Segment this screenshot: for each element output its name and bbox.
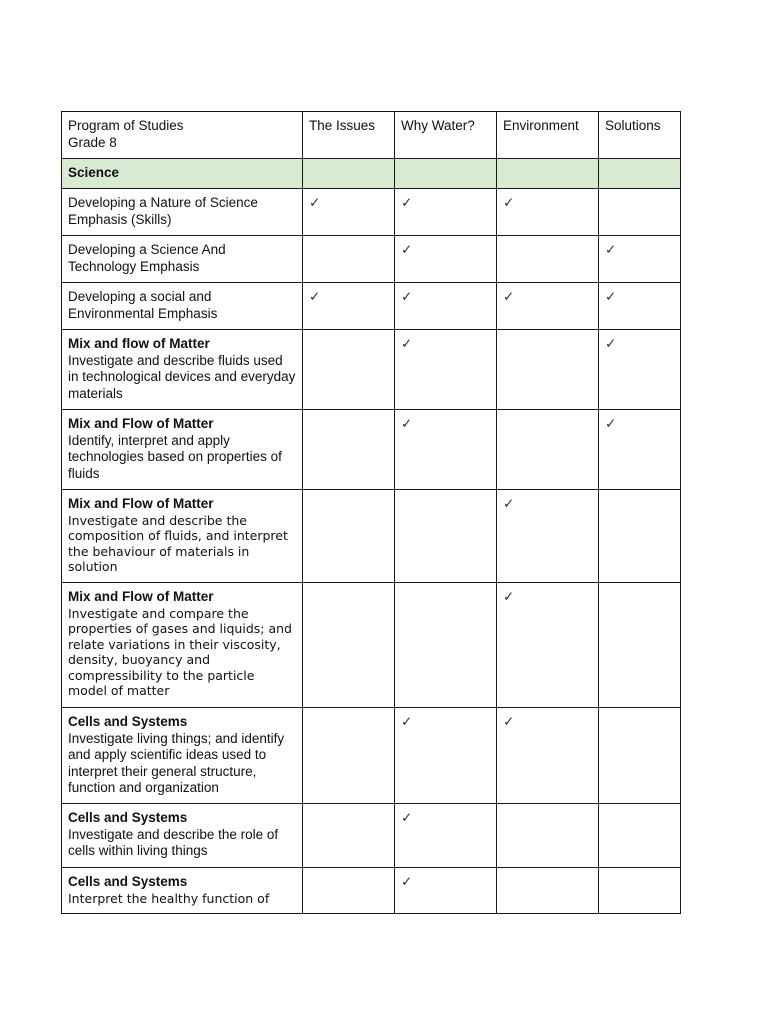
row-label-cell [62, 283, 303, 330]
check-cell-environment [497, 804, 599, 868]
check-mark-icon: ✓ [605, 242, 617, 258]
check-mark-icon: ✓ [401, 874, 413, 890]
check-cell-environment [497, 490, 599, 583]
row-description: Developing a Nature of Science Emphasis (Skills) [68, 195, 258, 227]
check-mark-icon: ✓ [503, 195, 515, 211]
row-label-cell [62, 189, 303, 236]
row-label-cell [62, 490, 303, 583]
header-why-water: Why Water? [395, 112, 497, 159]
row-description: Investigate living things; and identify and apply scientific ideas used to interpret their general structure, function and organization [68, 730, 285, 795]
table-row [62, 868, 681, 914]
check-mark-icon: ✓ [401, 810, 413, 826]
check-cell-the-issues [303, 330, 395, 410]
check-mark-icon: ✓ [309, 195, 321, 211]
check-mark-icon: ✓ [401, 336, 413, 352]
header-the-issues: The Issues [303, 112, 395, 159]
check-mark-icon: ✓ [401, 714, 413, 730]
check-cell-the-issues [303, 410, 395, 490]
row-title: Mix and Flow of Matter [68, 416, 214, 431]
check-cell-environment [497, 330, 599, 410]
check-cell-the-issues [303, 583, 395, 708]
check-cell-the-issues [303, 189, 395, 236]
header-program-line: Program of Studies [68, 118, 184, 133]
section-cell [497, 159, 599, 189]
check-mark-icon: ✓ [401, 242, 413, 258]
row-description: Developing a social and Environmental Emphasis [68, 289, 218, 321]
table-row [62, 236, 681, 283]
check-cell-environment [497, 189, 599, 236]
check-cell-solutions [599, 868, 681, 914]
row-description: Investigate and describe fluids used in technological devices and everyday materials [68, 352, 296, 401]
header-solutions: Solutions [599, 112, 681, 159]
check-cell-why-water [395, 868, 497, 914]
check-cell-solutions [599, 410, 681, 490]
check-mark-icon: ✓ [503, 589, 515, 605]
check-cell-the-issues [303, 804, 395, 868]
row-description: Investigate and describe the composition of fluids, and interpret the behaviour of materials in solution [68, 512, 288, 574]
check-cell-environment [497, 410, 599, 490]
table-row [62, 804, 681, 868]
header-row [62, 112, 681, 159]
check-cell-why-water [395, 283, 497, 330]
row-description: Developing a Science And Technology Emphasis [68, 242, 226, 274]
table-row [62, 410, 681, 490]
check-cell-why-water [395, 804, 497, 868]
table-row [62, 708, 681, 804]
row-description: Interpret the healthy function of [68, 890, 270, 906]
check-cell-environment [497, 583, 599, 708]
row-title: Cells and Systems [68, 714, 188, 729]
row-label-cell [62, 330, 303, 410]
check-cell-solutions [599, 804, 681, 868]
row-label-cell [62, 708, 303, 804]
check-cell-the-issues [303, 236, 395, 283]
check-cell-solutions [599, 330, 681, 410]
check-cell-solutions [599, 708, 681, 804]
header-program-of-studies [62, 112, 303, 159]
row-label-cell [62, 236, 303, 283]
check-cell-environment [497, 236, 599, 283]
check-cell-why-water [395, 189, 497, 236]
row-label-cell [62, 410, 303, 490]
check-mark-icon: ✓ [605, 289, 617, 305]
check-mark-icon: ✓ [309, 289, 321, 305]
table-row [62, 189, 681, 236]
check-cell-environment [497, 283, 599, 330]
header-grade-line: Grade 8 [68, 134, 117, 150]
check-cell-the-issues [303, 283, 395, 330]
check-cell-why-water [395, 490, 497, 583]
check-cell-solutions [599, 189, 681, 236]
section-cell [395, 159, 497, 189]
check-cell-solutions [599, 583, 681, 708]
check-mark-icon: ✓ [503, 289, 515, 305]
check-mark-icon: ✓ [503, 714, 515, 730]
row-label-cell [62, 583, 303, 708]
check-cell-why-water [395, 236, 497, 283]
check-cell-the-issues [303, 490, 395, 583]
check-mark-icon: ✓ [401, 289, 413, 305]
check-mark-icon: ✓ [605, 416, 617, 432]
check-cell-solutions [599, 236, 681, 283]
header-environment: Environment [497, 112, 599, 159]
row-label-cell [62, 804, 303, 868]
section-cell [303, 159, 395, 189]
check-cell-environment [497, 708, 599, 804]
row-title: Mix and Flow of Matter [68, 496, 214, 511]
check-cell-why-water [395, 330, 497, 410]
row-title: Cells and Systems [68, 874, 188, 889]
section-row-science [62, 159, 681, 189]
check-mark-icon: ✓ [401, 416, 413, 432]
check-cell-why-water [395, 708, 497, 804]
check-cell-why-water [395, 410, 497, 490]
table-row [62, 490, 681, 583]
check-mark-icon: ✓ [503, 496, 515, 512]
check-cell-environment [497, 868, 599, 914]
section-cell [599, 159, 681, 189]
check-mark-icon: ✓ [401, 195, 413, 211]
row-description: Identify, interpret and apply technologies based on properties of fluids [68, 432, 282, 481]
check-cell-why-water [395, 583, 497, 708]
row-label-cell [62, 868, 303, 914]
curriculum-table [61, 111, 681, 914]
check-cell-the-issues [303, 868, 395, 914]
table-row [62, 283, 681, 330]
table-row [62, 583, 681, 708]
row-description: Investigate and describe the role of cells within living things [68, 826, 279, 858]
check-cell-solutions [599, 490, 681, 583]
row-title: Mix and flow of Matter [68, 336, 210, 351]
row-title: Mix and Flow of Matter [68, 589, 214, 604]
section-label: Science [62, 159, 303, 189]
row-title: Cells and Systems [68, 810, 188, 825]
check-cell-solutions [599, 283, 681, 330]
row-description: Investigate and compare the properties of gases and liquids; and relate variations in their viscosity, density, buoyancy and compressibility to the particle model of matter [68, 605, 292, 698]
table-row [62, 330, 681, 410]
check-cell-the-issues [303, 708, 395, 804]
check-mark-icon: ✓ [605, 336, 617, 352]
